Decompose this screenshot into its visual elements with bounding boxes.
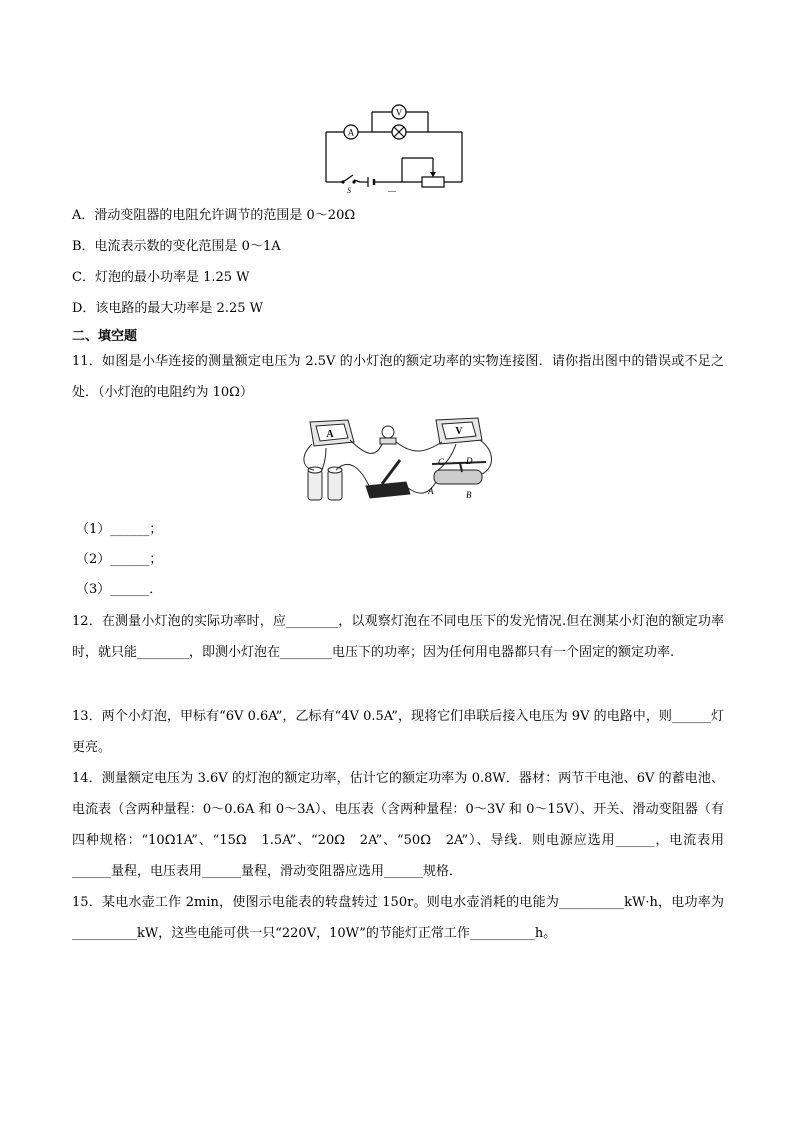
battery-mark: —: [388, 186, 396, 194]
question-13: 13．两个小灯泡，甲标有“6V 0.6A”，乙标有“4V 0.5A”，现将它们串联后接入电压为 9V 的电路中，则______灯更亮。: [72, 709, 724, 755]
ammeter-letter: A: [347, 127, 355, 138]
question-11: 11．如图是小华连接的测量额定电压为 2.5V 的小灯泡的额定功率的实物连接图．请你指出图中的错误或不足之处．（小灯泡的电阻约为 10Ω）: [72, 354, 724, 400]
terminal-c-label: C: [438, 457, 445, 467]
question-15: 15．某电水壶工作 2min，使图示电能表的转盘转过 150r。则电水壶消耗的电能为__________kW·h，电功率为__________kW，这些电能可供一只“220V，10W”的节能灯正常工作__________h。: [72, 895, 724, 941]
switch-symbol: [341, 175, 355, 184]
ammeter-symbol: [344, 125, 358, 139]
option-d: D．该电路的最大功率是 2.25 W: [72, 301, 263, 316]
question-14: 14．测量额定电压为 3.6V 的灯泡的额定功率，估计它的额定功率为 0.8W．器材：两节干电池、6V 的蓄电池、电流表（含两种量程：0～0.6A 和 0～3A）、电压表（含两种量程：0～3V 和 0～15V）、开关、滑动变阻器（有四种规格：“10Ω1A”、“15Ω 1.5A”、“20Ω 2A”、“50Ω 2A”）、导线．则电源应选用______，电流表用______量程，电压表用______量程，滑动变阻器应选用______规格．: [72, 771, 724, 879]
voltmeter-symbol: [392, 105, 406, 119]
q11-blank-2[interactable]: （2）______；: [76, 552, 163, 567]
apparatus-diagram: [296, 408, 498, 506]
circuit-diagram: [322, 102, 466, 194]
q11-blank-3[interactable]: （3）______．: [76, 582, 163, 597]
option-a: A．滑动变阻器的电阻允许调节的范围是 0～20Ω: [72, 208, 356, 223]
option-b: B．电流表示数的变化范围是 0～1A: [72, 239, 281, 254]
q11-blank-1[interactable]: （1）______；: [76, 522, 163, 537]
section-heading: 二、填空题: [72, 329, 138, 344]
switch-letter: S: [347, 186, 351, 194]
terminal-b-label: B: [466, 490, 472, 500]
voltmeter-letter: V: [395, 107, 403, 118]
terminal-d-label: D: [466, 456, 473, 466]
lamp-symbol: [392, 125, 406, 139]
question-12: 12．在测量小灯泡的实际功率时，应________，以观察灯泡在不同电压下的发光情况.但在测某小灯泡的额定功率时，就只能________，即测小灯泡在________电压下的功率；因为任何用电器都只有一个固定的额定功率.: [72, 614, 724, 660]
option-c: C．灯泡的最小功率是 1.25 W: [72, 270, 250, 285]
apparatus-ammeter-letter: A: [326, 429, 334, 440]
rheostat-symbol: [422, 177, 444, 187]
battery-symbol: [368, 177, 374, 187]
terminal-a-label: A: [428, 486, 434, 496]
apparatus-voltmeter-letter: V: [455, 426, 463, 437]
